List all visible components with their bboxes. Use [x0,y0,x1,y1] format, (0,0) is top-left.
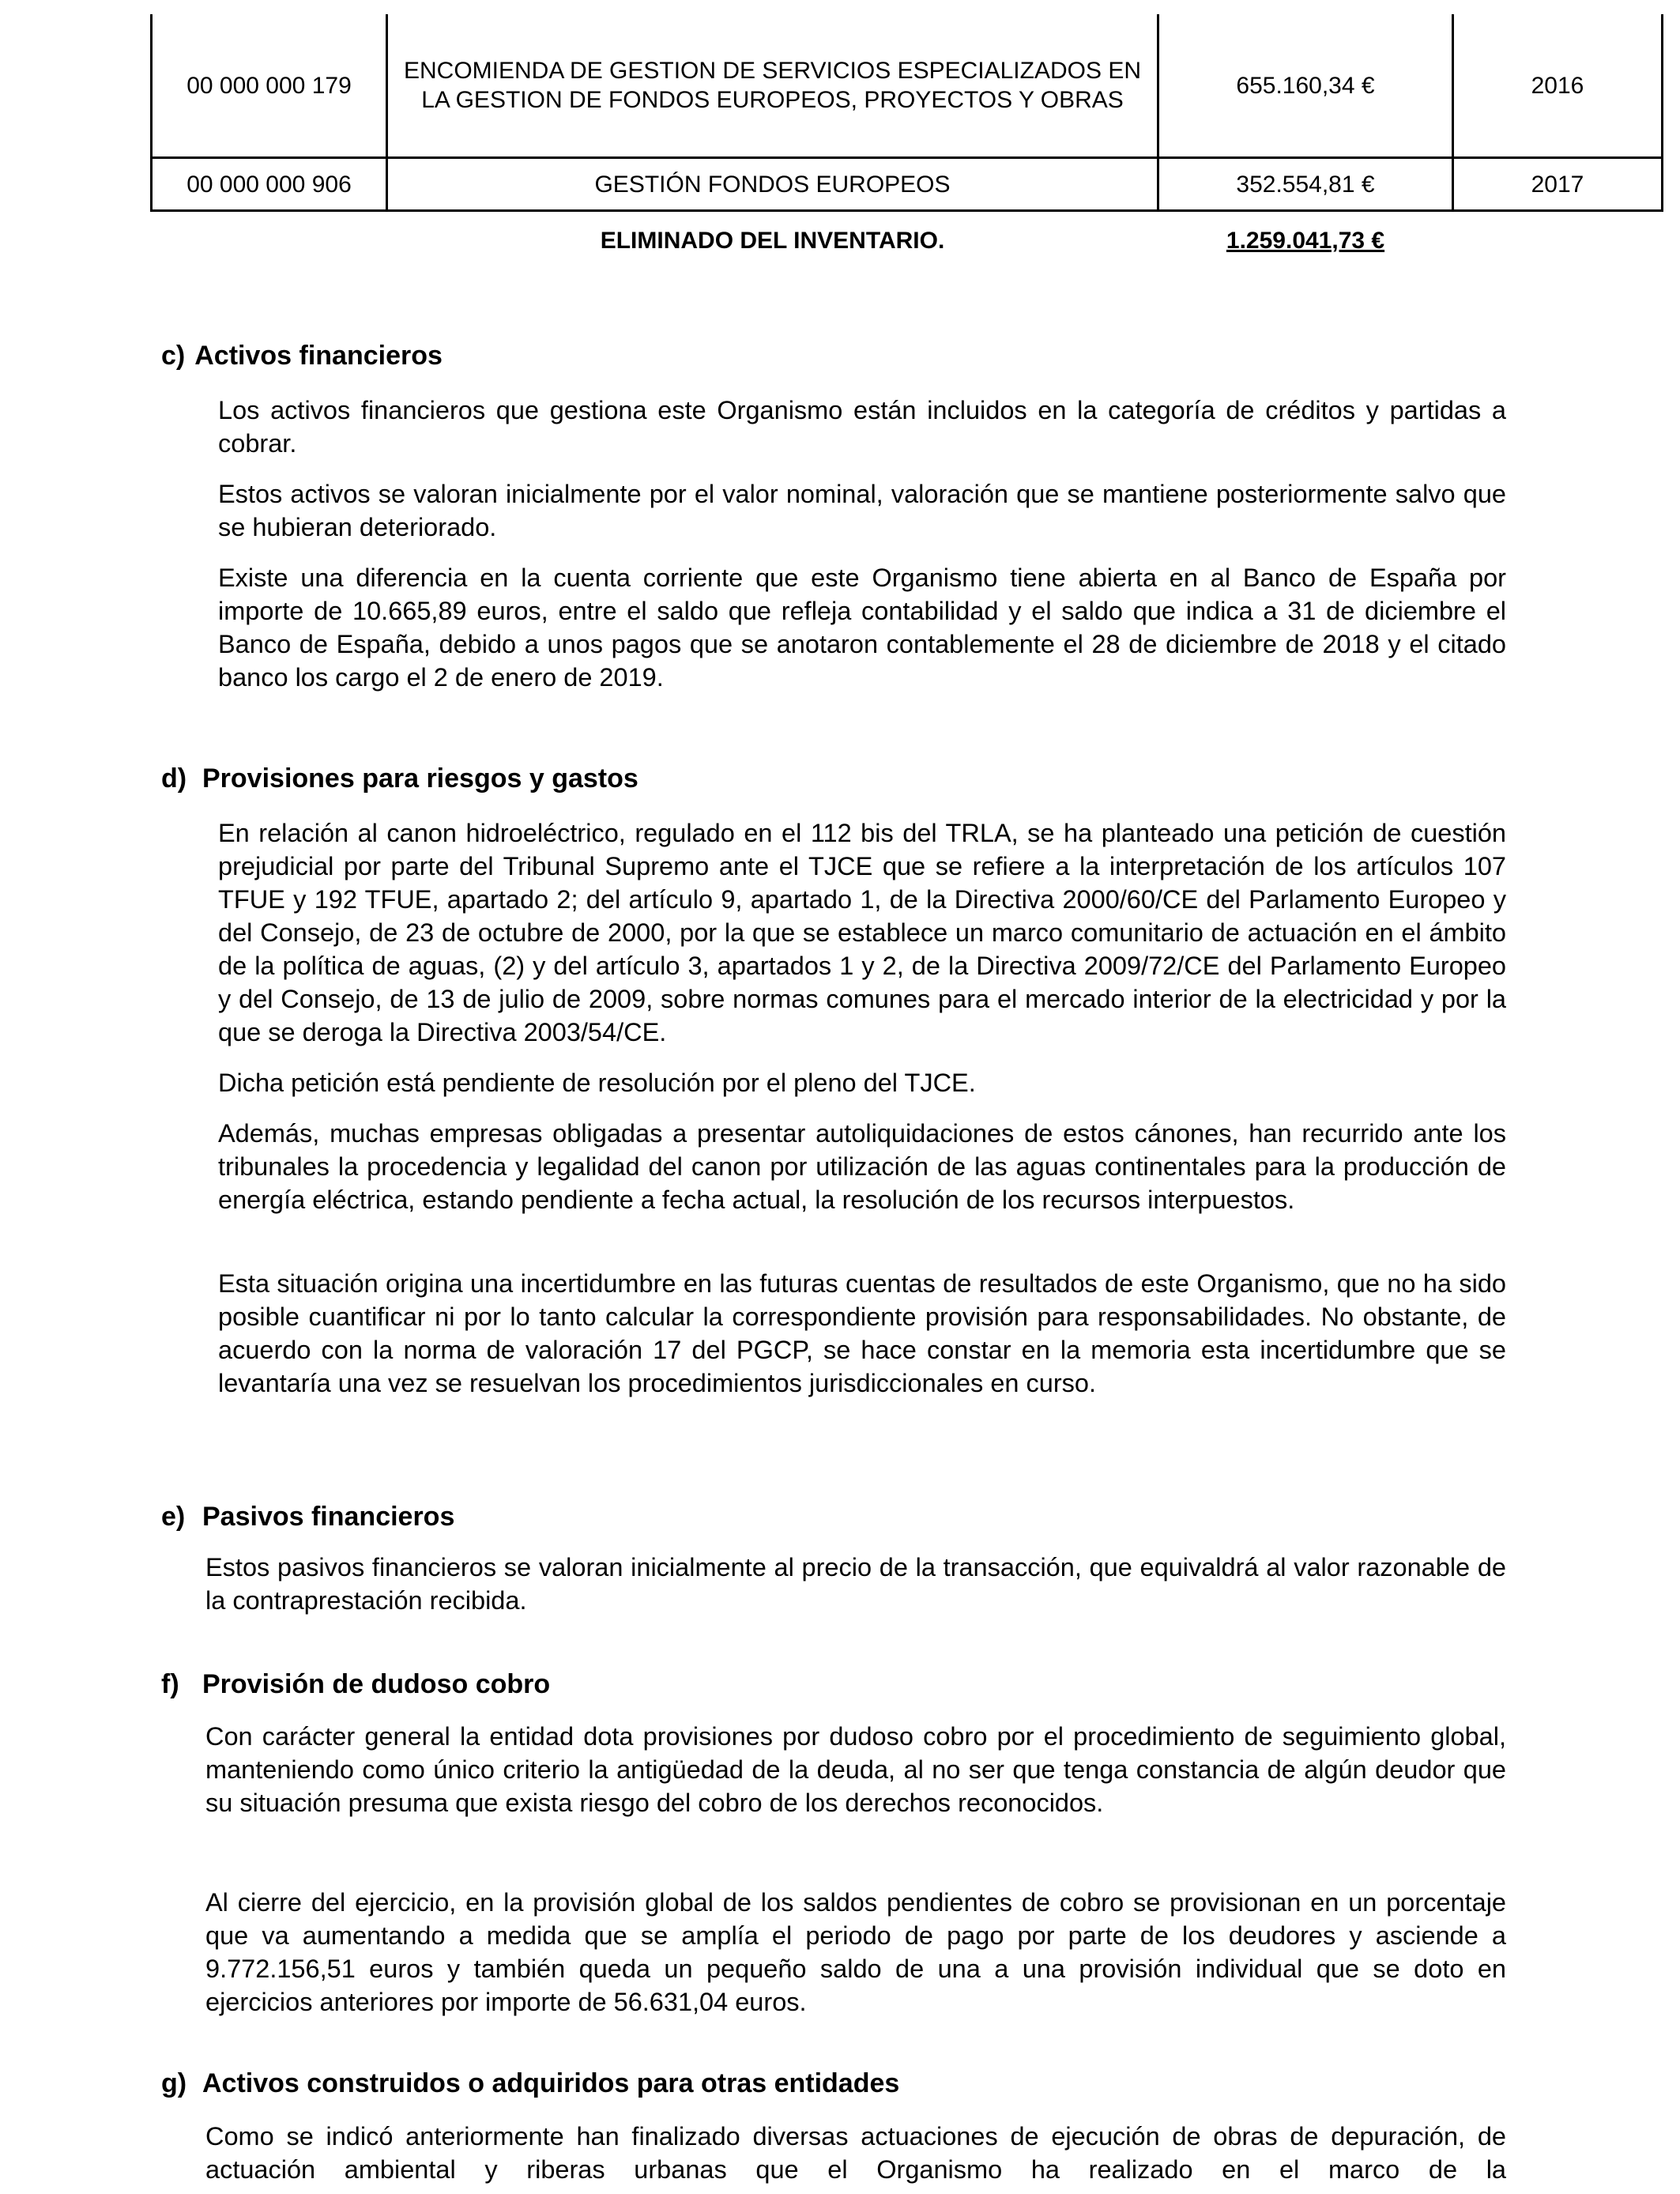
section-heading-g [161,2067,899,2100]
section-title: Activos financieros [194,341,443,371]
section-title: Pasivos financieros [202,1502,455,1532]
inventory-table [150,14,1663,269]
paragraph: Existe una diferencia en la cuenta corriente que este Organismo tiene abierta en al Banco de España por importe de 10.665,89 euros, entre el saldo que refleja contabilidad y el saldo que indica a 31 de diciembre el Banco de España, debido a unos pagos que se anotaron contablemente el 28 de diciembre de 2018 y el citado banco los cargo el 2 de enero de 2019. [218,564,1506,692]
total-amount: 1.259.041,73 € [1226,227,1385,254]
paragraph: Dicha petición está pendiente de resolución por el pleno del TJCE. [218,1069,976,1097]
paragraph: Estos activos se valoran inicialmente por el valor nominal, valoración que se mantiene posteriormente salvo que se hubieran deteriorado. [218,480,1506,541]
cell-year: 2017 [1453,158,1663,211]
paragraph: En relación al canon hidroeléctrico, regulado en el 112 bis del TRLA, se ha planteado una petición de cuestión prejudicial por parte del Tribunal Supremo ante el TJCE que se refiere a la interpretación de los artículos 107 TFUE y 192 TFUE, apartado 2; del artículo 9, apartado 1, de la Directiva 2000/60/CE del Parlamento Europeo y del Consejo, de 23 de octubre de 2000, por la que se establece un marco comunitario de actuación en el ámbito de la política de aguas, (2) y del artículo 3, apartados 1 y 2, de la Directiva 2009/72/CE del Parlamento Europeo y del Consejo, de 13 de julio de 2009, sobre normas comunes para el mercado interior de la electricidad y por la que se deroga la Directiva 2003/54/CE. [218,819,1506,1046]
cell-code: 00 000 000 179 [152,14,387,158]
section-title: Provisión de dudoso cobro [202,1669,551,1699]
paragraph: Además, muchas empresas obligadas a presentar autoliquidaciones de estos cánones, han recurrido ante los tribunales la procedencia y legalidad del canon por utilización de las aguas continentales para la producción de energía eléctrica, estando pendiente a fecha actual, la resolución de los recursos interpuestos. [218,1119,1506,1214]
paragraph: Estos pasivos financieros se valoran inicialmente al precio de la transacción, que equivaldrá al valor razonable de la contraprestación recibida. [205,1553,1506,1615]
section-letter: f) [161,1669,179,1699]
paragraph: Esta situación origina una incertidumbre en las futuras cuentas de resultados de este Organismo, que no ha sido posible cuantificar ni por lo tanto calcular la correspondiente provisión para responsabilidades. No obstante, de acuerdo con la norma de valoración 17 del PGCP, se hace constar en la memoria esta incertidumbre que se levantaría una vez se resuelvan los procedimientos jurisdiccionales en curso. [218,1269,1506,1397]
paragraph: Los activos financieros que gestiona este Organismo están incluidos en la categoría de créditos y partidas a cobrar. [218,396,1506,458]
cell-amount: 655.160,34 € [1158,14,1453,158]
section-heading-c [161,339,443,372]
total-label: ELIMINADO DEL INVENTARIO. [600,227,945,254]
section-heading-e [161,1500,454,1533]
section-letter: e) [161,1502,186,1532]
paragraph: Al cierre del ejercicio, en la provisión global de los saldos pendientes de cobro se provisionan en un porcentaje que va aumentando a medida que se amplía el periodo de pago por parte de los deudores y asciende a 9.772.156,51 euros y también queda un pequeño saldo de una a una provisión individual que se doto en ejercicios anteriores por importe de 56.631,04 euros. [205,1888,1506,2016]
cell-empty [1453,211,1663,270]
cell-year: 2016 [1453,14,1663,158]
cell-description: ENCOMIENDA DE GESTION DE SERVICIOS ESPECIALIZADOS EN LA GESTION DE FONDOS EUROPEOS, PROYECTOS Y OBRAS [387,14,1158,158]
cell-description: GESTIÓN FONDOS EUROPEOS [387,158,1158,211]
section-heading-f [161,1668,550,1701]
table-total-row [152,211,1663,270]
table-row [152,14,1663,158]
section-letter: d) [161,763,187,794]
cell-code: 00 000 000 906 [152,158,387,211]
section-heading-d [161,762,638,795]
paragraph: Con carácter general la entidad dota provisiones por dudoso cobro por el procedimiento de seguimiento global, manteniendo como único criterio la antigüedad de la deuda, al no ser que tenga constancia de algún deudor que su situación presuma que exista riesgo del cobro de los derechos reconocidos. [205,1722,1506,1817]
section-title: Provisiones para riesgos y gastos [202,763,638,794]
section-letter: g) [161,2068,187,2098]
cell-empty [152,211,387,270]
section-letter: c) [161,341,186,371]
cell-amount: 352.554,81 € [1158,158,1453,211]
table-row [152,158,1663,211]
paragraph: Como se indicó anteriormente han finalizado diversas actuaciones de ejecución de obras de depuración, de actuación ambiental y riberas urbanas que el Organismo ha realizado en el marco de la [205,2122,1506,2184]
section-title: Activos construidos o adquiridos para otras entidades [202,2068,900,2098]
